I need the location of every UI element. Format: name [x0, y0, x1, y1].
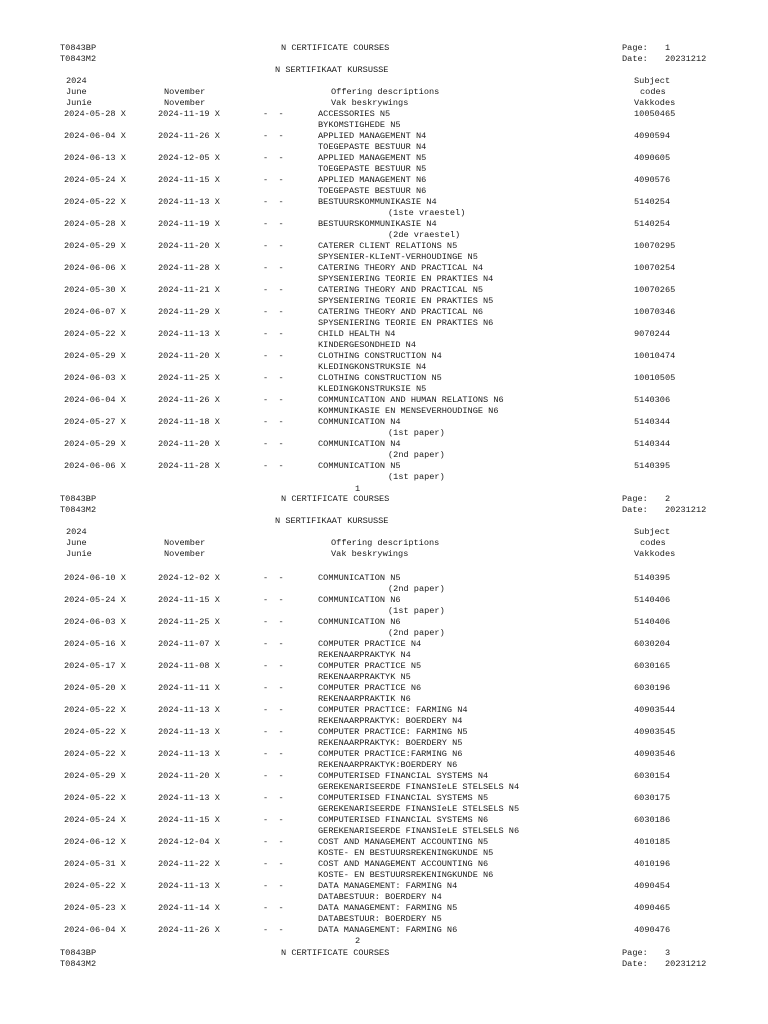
dash-marks: - -: [263, 263, 284, 273]
table-row: [0, 329, 768, 351]
november-date: 2024-11-13 X: [158, 727, 220, 737]
report-id-2: T0843M2: [60, 54, 97, 64]
dash-marks: - -: [263, 617, 284, 627]
vak-beskrywing: KLEDINGKONSTRUKSIE N5: [318, 384, 427, 394]
subject-code: 5140395: [634, 461, 671, 471]
subject-code: 10050465: [634, 109, 676, 119]
offering-description: COST AND MANAGEMENT ACCOUNTING N6: [318, 859, 489, 869]
offering-description: APPLIED MANAGEMENT N5: [318, 153, 427, 163]
table-row: [0, 617, 768, 639]
vak-beskrywing: KLEDINGKONSTRUKSIE N4: [318, 362, 427, 372]
june-date: 2024-06-04 X: [64, 131, 126, 141]
offering-description: COMPUTERISED FINANCIAL SYSTEMS N4: [318, 771, 489, 781]
dash-marks: - -: [263, 109, 284, 119]
dash-marks: - -: [263, 329, 284, 339]
table-row: [0, 307, 768, 329]
paper-note: (1st paper): [388, 428, 445, 438]
table-row: [0, 153, 768, 175]
vak-beskrywing: KOMMUNIKASIE EN MENSEVERHOUDINGE N6: [318, 406, 499, 416]
june-date: 2024-05-27 X: [64, 417, 126, 427]
subject-code: 10070265: [634, 285, 676, 295]
subject-code: 4090576: [634, 175, 671, 185]
table-row: [0, 109, 768, 131]
table-row: [0, 727, 768, 749]
november-date: 2024-11-13 X: [158, 197, 220, 207]
dash-marks: - -: [263, 793, 284, 803]
november-date: 2024-12-04 X: [158, 837, 220, 847]
year-heading: 2024: [66, 76, 87, 86]
dash-marks: - -: [263, 771, 284, 781]
offering-description: BESTUURSKOMMUNIKASIE N4: [318, 197, 437, 207]
table-row: [0, 661, 768, 683]
june-date: 2024-06-03 X: [64, 373, 126, 383]
november-date: 2024-11-20 X: [158, 771, 220, 781]
subject-code: 5140254: [634, 197, 671, 207]
june-date: 2024-05-22 X: [64, 881, 126, 891]
table-row: [0, 417, 768, 439]
november-date: 2024-11-18 X: [158, 417, 220, 427]
subject-code: 6030196: [634, 683, 671, 693]
subject-code: 9070244: [634, 329, 671, 339]
subject-code: 6030204: [634, 639, 671, 649]
november-date: 2024-11-20 X: [158, 241, 220, 251]
table-row: [0, 793, 768, 815]
date-label: Date:: [622, 54, 648, 64]
subject-code: 4090454: [634, 881, 671, 891]
dash-marks: - -: [263, 461, 284, 471]
november-date: 2024-11-11 X: [158, 683, 220, 693]
col-november: November: [164, 538, 206, 548]
vak-beskrywing: SPYSENIER-KLIeNT-VERHOUDINGE N5: [318, 252, 478, 262]
subject-code: 6030175: [634, 793, 671, 803]
november-date: 2024-11-19 X: [158, 219, 220, 229]
table-row: [0, 859, 768, 881]
offering-description: COMPUTER PRACTICE N5: [318, 661, 422, 671]
november-date: 2024-11-25 X: [158, 373, 220, 383]
subject-code: 40903546: [634, 749, 676, 759]
dash-marks: - -: [263, 241, 284, 251]
offering-description: COMMUNICATION N6: [318, 595, 401, 605]
dash-marks: - -: [263, 705, 284, 715]
offering-description: CLOTHING CONSTRUCTION N4: [318, 351, 442, 361]
title-afrikaans: N SERTIFIKAAT KURSUSSE: [275, 516, 389, 526]
dash-marks: - -: [263, 285, 284, 295]
report-id-1: T0843BP: [60, 494, 97, 504]
november-date: 2024-11-15 X: [158, 595, 220, 605]
june-date: 2024-06-10 X: [64, 573, 126, 583]
col-offering-descriptions: Offering descriptions: [331, 87, 440, 97]
title-english: N CERTIFICATE COURSES: [281, 43, 390, 53]
dash-marks: - -: [263, 683, 284, 693]
vak-beskrywing: BYKOMSTIGHEDE N5: [318, 120, 401, 130]
subject-code: 4090476: [634, 925, 671, 935]
vak-beskrywing: REKENAARPRAKTIK N6: [318, 694, 411, 704]
date-value: 20231212: [665, 54, 707, 64]
col-vak-beskrywings: Vak beskrywings: [331, 549, 409, 559]
table-row: [0, 219, 768, 241]
table-row: [0, 573, 768, 595]
table-row: [0, 395, 768, 417]
november-date: 2024-11-08 X: [158, 661, 220, 671]
col-subject: Subject: [634, 76, 671, 86]
offering-description: CATERING THEORY AND PRACTICAL N5: [318, 285, 484, 295]
subject-code: 4090594: [634, 131, 671, 141]
offering-description: CATERING THEORY AND PRACTICAL N4: [318, 263, 484, 273]
subject-code: 5140344: [634, 417, 671, 427]
dash-marks: - -: [263, 859, 284, 869]
june-date: 2024-05-17 X: [64, 661, 126, 671]
page-label: Page:: [622, 494, 648, 504]
vak-beskrywing: GEREKENARISEERDE FINANSIeLE STELSELS N6: [318, 826, 520, 836]
vak-beskrywing: TOEGEPASTE BESTUUR N4: [318, 142, 427, 152]
col-vakkodes: Vakkodes: [634, 98, 676, 108]
vak-beskrywing: SPYSENIERING TEORIE EN PRAKTIES N5: [318, 296, 494, 306]
offering-description: COMPUTERISED FINANCIAL SYSTEMS N6: [318, 815, 489, 825]
report-id-2: T0843M2: [60, 505, 97, 515]
col-junie: Junie: [66, 549, 92, 559]
june-date: 2024-06-13 X: [64, 153, 126, 163]
november-date: 2024-11-13 X: [158, 793, 220, 803]
november-date: 2024-11-13 X: [158, 881, 220, 891]
col-november-af: November: [164, 549, 206, 559]
november-date: 2024-11-28 X: [158, 263, 220, 273]
subject-code: 5140344: [634, 439, 671, 449]
november-date: 2024-11-21 X: [158, 285, 220, 295]
vak-beskrywing: SPYSENIERING TEORIE EN PRAKTIES N6: [318, 318, 494, 328]
col-june: June: [66, 538, 87, 548]
table-row: [0, 373, 768, 395]
dash-marks: - -: [263, 661, 284, 671]
june-date: 2024-05-24 X: [64, 595, 126, 605]
subject-code: 10070254: [634, 263, 676, 273]
dash-marks: - -: [263, 439, 284, 449]
vak-beskrywing: REKENAARPRAKTYK N4: [318, 650, 411, 660]
june-date: 2024-05-22 X: [64, 705, 126, 715]
table-row: [0, 705, 768, 727]
dash-marks: - -: [263, 837, 284, 847]
june-date: 2024-05-22 X: [64, 749, 126, 759]
report-id-1: T0843BP: [60, 43, 97, 53]
date-value: 20231212: [665, 959, 707, 969]
page-number: 1: [665, 43, 671, 53]
june-date: 2024-05-24 X: [64, 175, 126, 185]
november-date: 2024-11-13 X: [158, 749, 220, 759]
subject-code: 4090605: [634, 153, 671, 163]
vak-beskrywing: REKENAARPRAKTYK N5: [318, 672, 411, 682]
col-codes: codes: [640, 538, 666, 548]
subject-code: 4090465: [634, 903, 671, 913]
november-date: 2024-11-28 X: [158, 461, 220, 471]
paper-note: (1ste vraestel): [388, 208, 466, 218]
table-row: [0, 351, 768, 373]
subject-code: 6030154: [634, 771, 671, 781]
november-date: 2024-11-13 X: [158, 329, 220, 339]
offering-description: APPLIED MANAGEMENT N6: [318, 175, 427, 185]
vak-beskrywing: GEREKENARISEERDE FINANSIeLE STELSELS N4: [318, 782, 520, 792]
dash-marks: - -: [263, 639, 284, 649]
subject-code: 6030165: [634, 661, 671, 671]
june-date: 2024-05-16 X: [64, 639, 126, 649]
november-date: 2024-11-19 X: [158, 109, 220, 119]
dash-marks: - -: [263, 219, 284, 229]
vak-beskrywing: GEREKENARISEERDE FINANSIeLE STELSELS N5: [318, 804, 520, 814]
offering-description: COST AND MANAGEMENT ACCOUNTING N5: [318, 837, 489, 847]
subject-code: 10070346: [634, 307, 676, 317]
report-id-1: T0843BP: [60, 948, 97, 958]
offering-description: ACCESSORIES N5: [318, 109, 391, 119]
subject-code: 5140254: [634, 219, 671, 229]
table-row: [0, 771, 768, 793]
november-date: 2024-11-15 X: [158, 815, 220, 825]
dash-marks: - -: [263, 373, 284, 383]
vak-beskrywing: DATABESTUUR: BOERDERY N4: [318, 892, 442, 902]
november-date: 2024-11-25 X: [158, 617, 220, 627]
dash-marks: - -: [263, 395, 284, 405]
subject-code: 40903544: [634, 705, 676, 715]
vak-beskrywing: SPYSENIERING TEORIE EN PRAKTIES N4: [318, 274, 494, 284]
table-row: [0, 595, 768, 617]
june-date: 2024-05-24 X: [64, 815, 126, 825]
dash-marks: - -: [263, 153, 284, 163]
dash-marks: - -: [263, 903, 284, 913]
june-date: 2024-05-22 X: [64, 727, 126, 737]
table-row: [0, 749, 768, 771]
subject-code: 40903545: [634, 727, 676, 737]
page-label: Page:: [622, 43, 648, 53]
table-row: [0, 837, 768, 859]
year-heading: 2024: [66, 527, 87, 537]
paper-note: (1st paper): [388, 472, 445, 482]
date-value: 20231212: [665, 505, 707, 515]
offering-description: COMPUTER PRACTICE:FARMING N6: [318, 749, 463, 759]
table-row: [0, 461, 768, 483]
offering-description: CATERER CLIENT RELATIONS N5: [318, 241, 458, 251]
dash-marks: - -: [263, 307, 284, 317]
table-row: [0, 639, 768, 661]
table-row: [0, 683, 768, 705]
table-row: [0, 175, 768, 197]
table-row: [0, 815, 768, 837]
col-june: June: [66, 87, 87, 97]
page-number: 3: [665, 948, 671, 958]
june-date: 2024-05-23 X: [64, 903, 126, 913]
offering-description: COMMUNICATION N5: [318, 461, 401, 471]
june-date: 2024-05-22 X: [64, 793, 126, 803]
november-date: 2024-11-26 X: [158, 131, 220, 141]
page-footer-number: 1: [355, 484, 361, 494]
offering-description: DATA MANAGEMENT: FARMING N4: [318, 881, 458, 891]
november-date: 2024-11-20 X: [158, 439, 220, 449]
dash-marks: - -: [263, 749, 284, 759]
paper-note: (2de vraestel): [388, 230, 461, 240]
subject-code: 4010185: [634, 837, 671, 847]
page-number: 2: [665, 494, 671, 504]
offering-description: APPLIED MANAGEMENT N4: [318, 131, 427, 141]
table-row: [0, 439, 768, 461]
vak-beskrywing: REKENAARPRAKTYK: BOERDERY N4: [318, 716, 463, 726]
vak-beskrywing: TOEGEPASTE BESTUUR N5: [318, 164, 427, 174]
title-afrikaans: N SERTIFIKAAT KURSUSSE: [275, 65, 389, 75]
col-vak-beskrywings: Vak beskrywings: [331, 98, 409, 108]
subject-code: 5140395: [634, 573, 671, 583]
dash-marks: - -: [263, 417, 284, 427]
date-label: Date:: [622, 505, 648, 515]
november-date: 2024-11-13 X: [158, 705, 220, 715]
offering-description: CHILD HEALTH N4: [318, 329, 396, 339]
offering-description: COMMUNICATION N4: [318, 439, 401, 449]
vak-beskrywing: TOEGEPASTE BESTUUR N6: [318, 186, 427, 196]
offering-description: COMPUTER PRACTICE: FARMING N4: [318, 705, 468, 715]
paper-note: (2nd paper): [388, 584, 445, 594]
vak-beskrywing: KINDERGESONDHEID N4: [318, 340, 416, 350]
june-date: 2024-05-28 X: [64, 219, 126, 229]
june-date: 2024-05-28 X: [64, 109, 126, 119]
table-row: [0, 263, 768, 285]
june-date: 2024-06-07 X: [64, 307, 126, 317]
subject-code: 6030186: [634, 815, 671, 825]
june-date: 2024-06-06 X: [64, 461, 126, 471]
offering-description: DATA MANAGEMENT: FARMING N6: [318, 925, 458, 935]
table-row: [0, 285, 768, 307]
june-date: 2024-06-12 X: [64, 837, 126, 847]
vak-beskrywing: REKENAARPRAKTYK:BOERDERY N6: [318, 760, 458, 770]
november-date: 2024-12-05 X: [158, 153, 220, 163]
june-date: 2024-06-03 X: [64, 617, 126, 627]
dash-marks: - -: [263, 727, 284, 737]
dash-marks: - -: [263, 131, 284, 141]
june-date: 2024-05-22 X: [64, 197, 126, 207]
offering-description: COMPUTER PRACTICE: FARMING N5: [318, 727, 468, 737]
table-row: [0, 903, 768, 925]
november-date: 2024-11-22 X: [158, 859, 220, 869]
offering-description: BESTUURSKOMMUNIKASIE N4: [318, 219, 437, 229]
report-id-2: T0843M2: [60, 959, 97, 969]
dash-marks: - -: [263, 595, 284, 605]
november-date: 2024-11-26 X: [158, 395, 220, 405]
col-vakkodes: Vakkodes: [634, 549, 676, 559]
table-row: [0, 881, 768, 903]
subject-code: 10010505: [634, 373, 676, 383]
title-english: N CERTIFICATE COURSES: [281, 494, 390, 504]
vak-beskrywing: REKENAARPRAKTYK: BOERDERY N5: [318, 738, 463, 748]
title-english: N CERTIFICATE COURSES: [281, 948, 390, 958]
november-date: 2024-12-02 X: [158, 573, 220, 583]
subject-code: 5140406: [634, 617, 671, 627]
col-junie: Junie: [66, 98, 92, 108]
june-date: 2024-05-20 X: [64, 683, 126, 693]
june-date: 2024-05-31 X: [64, 859, 126, 869]
dash-marks: - -: [263, 815, 284, 825]
table-row: [0, 131, 768, 153]
november-date: 2024-11-20 X: [158, 351, 220, 361]
november-date: 2024-11-07 X: [158, 639, 220, 649]
page-label: Page:: [622, 948, 648, 958]
offering-description: COMPUTERISED FINANCIAL SYSTEMS N5: [318, 793, 489, 803]
dash-marks: - -: [263, 351, 284, 361]
june-date: 2024-05-29 X: [64, 771, 126, 781]
offering-description: COMPUTER PRACTICE N4: [318, 639, 422, 649]
subject-code: 5140306: [634, 395, 671, 405]
table-row: [0, 197, 768, 219]
col-codes: codes: [640, 87, 666, 97]
dash-marks: - -: [263, 175, 284, 185]
subject-code: 4010196: [634, 859, 671, 869]
table-row: [0, 925, 768, 947]
subject-code: 10010474: [634, 351, 676, 361]
june-date: 2024-05-30 X: [64, 285, 126, 295]
june-date: 2024-05-29 X: [64, 439, 126, 449]
date-label: Date:: [622, 959, 648, 969]
paper-note: (1st paper): [388, 606, 445, 616]
paper-note: (2nd paper): [388, 628, 445, 638]
table-row: [0, 241, 768, 263]
november-date: 2024-11-14 X: [158, 903, 220, 913]
november-date: 2024-11-15 X: [158, 175, 220, 185]
col-november: November: [164, 87, 206, 97]
col-subject: Subject: [634, 527, 671, 537]
vak-beskrywing: KOSTE- EN BESTUURSREKENINGKUNDE N5: [318, 848, 494, 858]
june-date: 2024-06-04 X: [64, 395, 126, 405]
november-date: 2024-11-29 X: [158, 307, 220, 317]
offering-description: COMMUNICATION N6: [318, 617, 401, 627]
vak-beskrywing: DATABESTUUR: BOERDERY N5: [318, 914, 442, 924]
offering-description: CATERING THEORY AND PRACTICAL N6: [318, 307, 484, 317]
june-date: 2024-06-06 X: [64, 263, 126, 273]
dash-marks: - -: [263, 573, 284, 583]
col-november-af: November: [164, 98, 206, 108]
dash-marks: - -: [263, 197, 284, 207]
offering-description: COMMUNICATION N4: [318, 417, 401, 427]
col-offering-descriptions: Offering descriptions: [331, 538, 440, 548]
offering-description: COMPUTER PRACTICE N6: [318, 683, 422, 693]
offering-description: DATA MANAGEMENT: FARMING N5: [318, 903, 458, 913]
subject-code: 10070295: [634, 241, 676, 251]
offering-description: COMMUNICATION N5: [318, 573, 401, 583]
june-date: 2024-05-29 X: [64, 241, 126, 251]
page-footer-number: 2: [355, 936, 361, 946]
june-date: 2024-05-22 X: [64, 329, 126, 339]
vak-beskrywing: KOSTE- EN BESTUURSREKENINGKUNDE N6: [318, 870, 494, 880]
offering-description: CLOTHING CONSTRUCTION N5: [318, 373, 442, 383]
dash-marks: - -: [263, 881, 284, 891]
june-date: 2024-06-04 X: [64, 925, 126, 935]
offering-description: COMMUNICATION AND HUMAN RELATIONS N6: [318, 395, 504, 405]
subject-code: 5140406: [634, 595, 671, 605]
paper-note: (2nd paper): [388, 450, 445, 460]
june-date: 2024-05-29 X: [64, 351, 126, 361]
dash-marks: - -: [263, 925, 284, 935]
november-date: 2024-11-26 X: [158, 925, 220, 935]
